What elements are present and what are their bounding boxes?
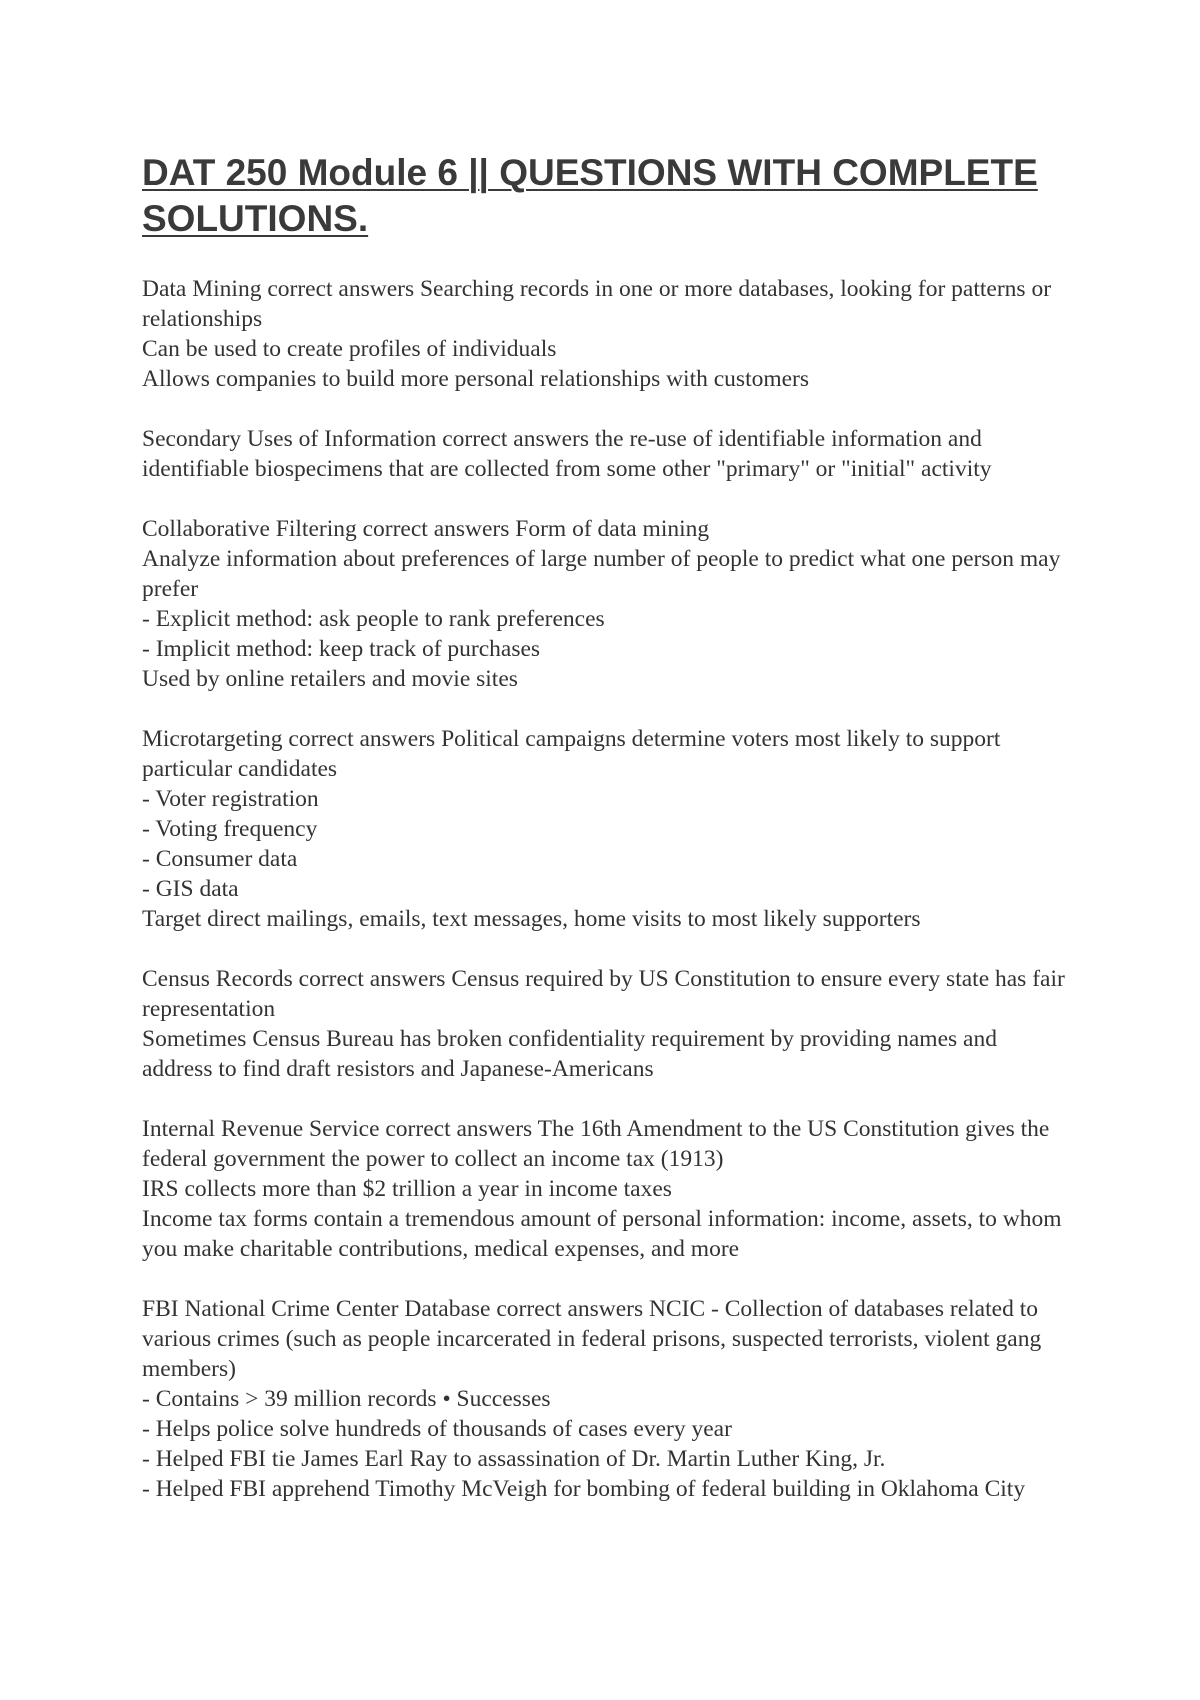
entry-line: - Implicit method: keep track of purchases	[142, 636, 541, 662]
entry-line: - Voter registration	[142, 786, 319, 812]
entry-internal-revenue-service	[142, 1114, 1072, 1264]
entry-fbi-ncic	[142, 1294, 1072, 1504]
entry-line: IRS collects more than $2 trillion a year in income taxes	[142, 1176, 672, 1202]
entry-line: Microtargeting correct answers Political campaigns determine voters most likely to support particular candidates	[142, 726, 1001, 782]
entry-line: Analyze information about preferences of large number of people to predict what one person may prefer	[142, 546, 1061, 602]
entry-line: Target direct mailings, emails, text messages, home visits to most likely supporters	[142, 906, 921, 932]
entry-line: Used by online retailers and movie sites	[142, 666, 518, 692]
entry-line: Internal Revenue Service correct answers The 16th Amendment to the US Constitution gives the federal government the power to collect an income tax (1913)	[142, 1116, 1050, 1172]
entry-data-mining	[142, 274, 1072, 394]
entry-line: - Voting frequency	[142, 816, 318, 842]
entry-census-records	[142, 964, 1072, 1084]
entry-microtargeting	[142, 724, 1072, 934]
entry-line: - Helped FBI tie James Earl Ray to assassination of Dr. Martin Luther King, Jr.	[142, 1446, 886, 1472]
entry-line: - Helps police solve hundreds of thousands of cases every year	[142, 1416, 732, 1442]
entry-line: Secondary Uses of Information correct answers the re-use of identifiable information and identifiable biospecimens that are collected from some other "primary" or "initial" activity	[142, 426, 992, 482]
entry-line: Collaborative Filtering correct answers Form of data mining	[142, 516, 710, 542]
entry-line: Allows companies to build more personal relationships with customers	[142, 366, 810, 392]
entry-line: Data Mining correct answers Searching records in one or more databases, looking for patterns or relationships	[142, 276, 1052, 332]
entry-line: - GIS data	[142, 876, 239, 902]
entry-line: Can be used to create profiles of individuals	[142, 336, 557, 362]
entry-line: Census Records correct answers Census required by US Constitution to ensure every state has fair representation	[142, 966, 1065, 1022]
entry-line: - Explicit method: ask people to rank preferences	[142, 606, 605, 632]
page-title: DAT 250 Module 6 || QUESTIONS WITH COMPLETE SOLUTIONS.	[142, 152, 1038, 239]
entry-line: FBI National Crime Center Database correct answers NCIC - Collection of databases related to various crimes (such as people incarcerated in federal prisons, suspected terrorists, violent gang members)	[142, 1296, 1042, 1382]
entry-secondary-uses	[142, 424, 1072, 484]
document-body	[142, 274, 1072, 1534]
entry-line: - Contains > 39 million records • Successes	[142, 1386, 551, 1412]
entry-line: - Helped FBI apprehend Timothy McVeigh for bombing of federal building in Oklahoma City	[142, 1476, 1026, 1502]
entry-line: Sometimes Census Bureau has broken confidentiality requirement by providing names and address to find draft resistors and Japanese-Americans	[142, 1026, 997, 1082]
entry-line: Income tax forms contain a tremendous amount of personal information: income, assets, to whom you make charitable contributions, medical expenses, and more	[142, 1206, 1062, 1262]
entry-line: - Consumer data	[142, 846, 298, 872]
entry-collaborative-filtering	[142, 514, 1072, 694]
